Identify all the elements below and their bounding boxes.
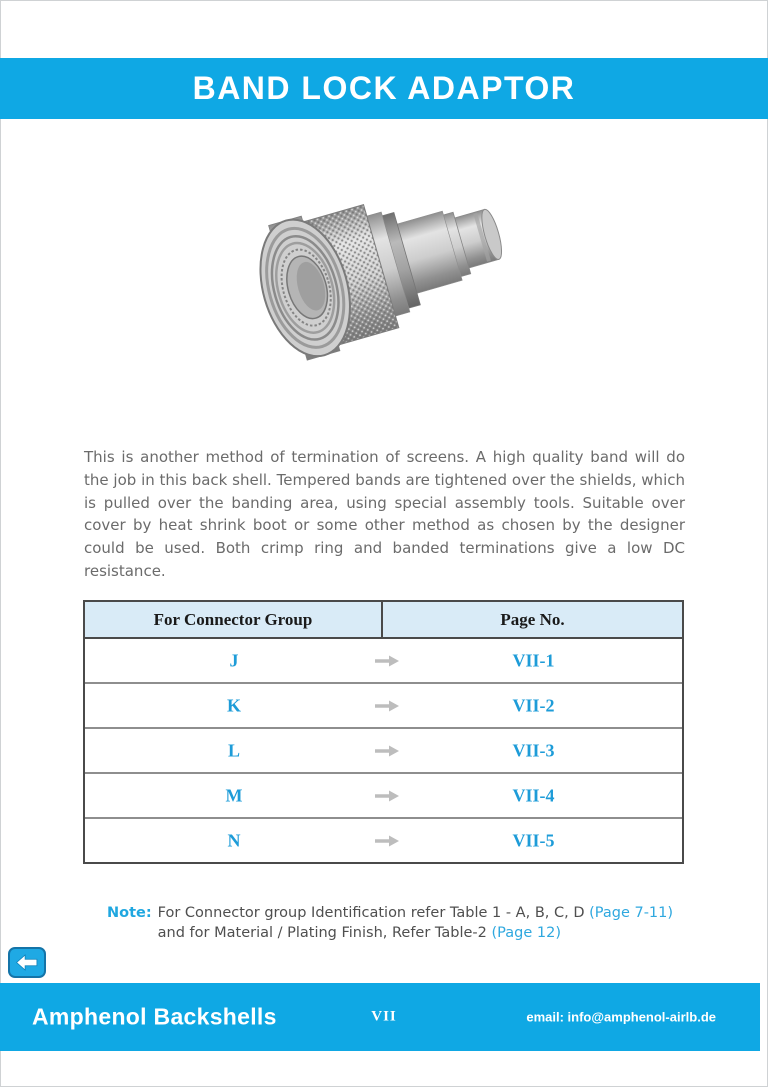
- footer-email: email: info@amphenol-airlb.de: [526, 1009, 716, 1025]
- note-line1-text: For Connector group Identification refer Table 1 - A, B, C, D: [157, 905, 590, 921]
- header-page-no: Page No.: [500, 609, 565, 629]
- note-line1: [158, 905, 673, 921]
- description-text: This is another method of termination of screens. A high quality band will do the job in this back shell. Tempered bands are tightened over the shields, which is pulled over the banding area, using special assembly tools. Suitable over cover by heat shrink boot or some other method as chosen by the designer could be used. Both crimp ring and banded terminations give a low DC resistance.: [84, 448, 685, 580]
- title-banner: [0, 58, 768, 119]
- group-link-J[interactable]: J: [229, 650, 239, 670]
- note-label: Note:: [107, 905, 152, 921]
- note-line2: [158, 925, 561, 941]
- note-body: [158, 903, 687, 943]
- group-link-M[interactable]: M: [225, 785, 243, 805]
- header-connector-group: For Connector Group: [85, 602, 383, 637]
- group-link-K[interactable]: K: [226, 695, 241, 715]
- table-row: [85, 819, 682, 862]
- note-line2-text: and for Material / Plating Finish, Refer Table-2: [157, 925, 492, 941]
- group-link-L[interactable]: L: [227, 740, 240, 760]
- note-block: [107, 903, 687, 943]
- table-header-row: [85, 602, 682, 639]
- page-title: BAND LOCK ADAPTOR: [192, 70, 576, 106]
- footer-section-number: VII: [371, 1008, 397, 1025]
- band-lock-adaptor-image: [250, 153, 520, 378]
- footer-company: Amphenol Backshells: [32, 1003, 277, 1030]
- back-arrow-icon: [15, 954, 39, 971]
- connector-group-table: [83, 600, 684, 864]
- page-link-VII-4[interactable]: VII-4: [512, 785, 555, 805]
- table-row: [85, 639, 682, 684]
- table-row: [85, 729, 682, 774]
- product-figure: [250, 153, 520, 378]
- page-link-VII-5[interactable]: VII-5: [512, 830, 555, 850]
- footer-bar: [0, 983, 760, 1051]
- note-page-12-link[interactable]: (Page 12): [491, 925, 561, 941]
- table-row: [85, 684, 682, 729]
- page-link-VII-3[interactable]: VII-3: [512, 740, 555, 760]
- page-link-VII-1[interactable]: VII-1: [512, 650, 555, 670]
- table-row: [85, 774, 682, 819]
- group-link-N[interactable]: N: [227, 830, 241, 850]
- note-page-7-11-link[interactable]: (Page 7-11): [589, 905, 674, 921]
- back-button[interactable]: [8, 947, 46, 978]
- page-link-VII-2[interactable]: VII-2: [512, 695, 555, 715]
